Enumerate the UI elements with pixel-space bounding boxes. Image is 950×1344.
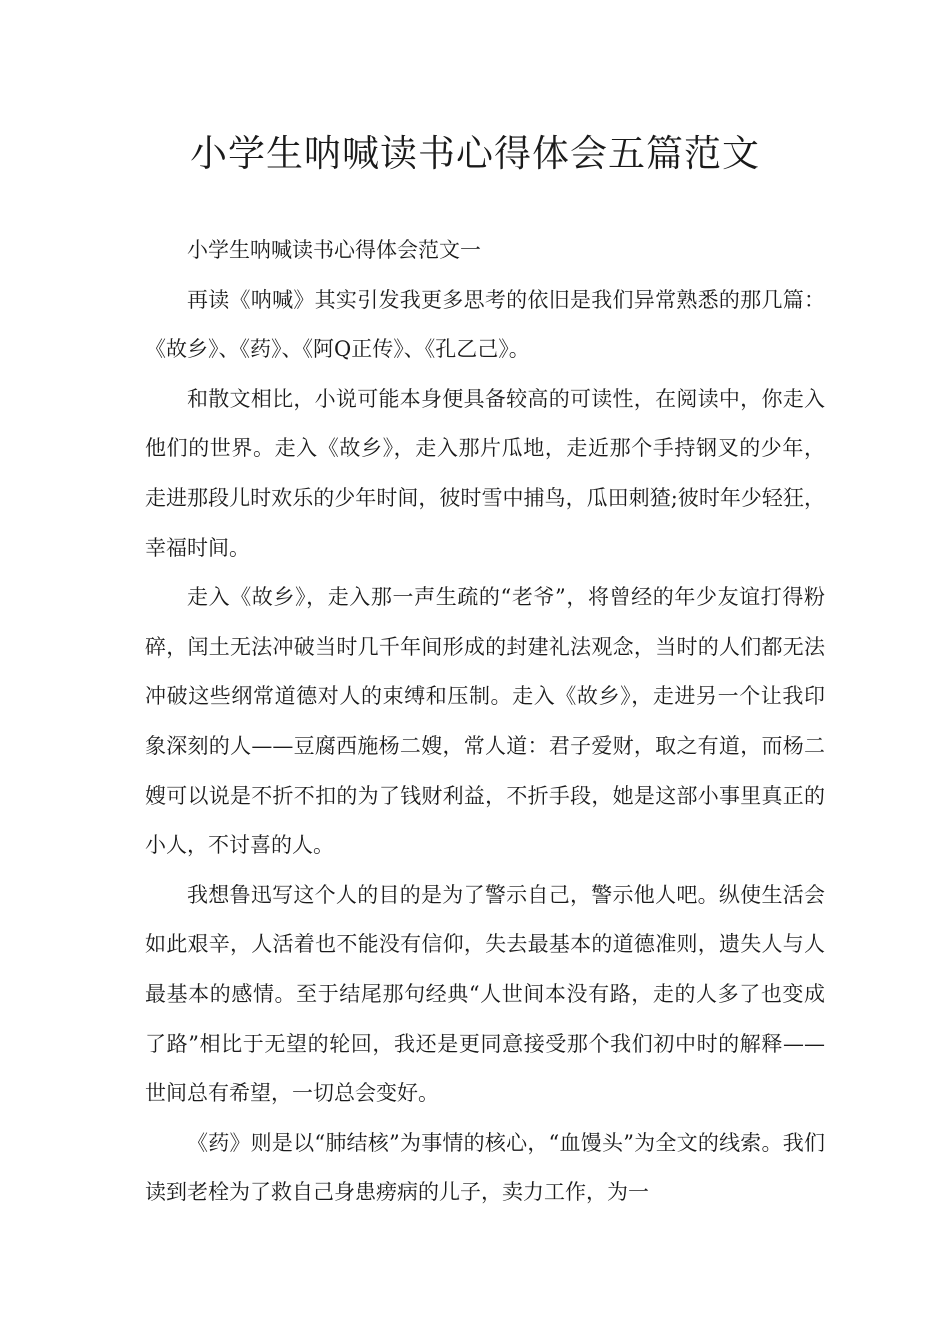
- paragraph-3: 走入《故乡》，走入那一声生疏的“老爷”，将曾经的年少友谊打得粉碎，闰土无法冲破当时几千年间形成的封建礼法观念，当时的人们都无法冲破这些纲常道德对人的束缚和压制。走入《故乡》，走进另一个让我印象深刻的人——豆腐西施杨二嫂，常人道：君子爱财，取之有道，而杨二嫂可以说是不折不扣的为了钱财利益，不折手段，她是这部小事里真正的小人，不讨喜的人。: [145, 585, 825, 858]
- section-heading: 小学生呐喊读书心得体会范文一: [187, 238, 481, 262]
- paragraph-5: 《药》则是以“肺结核”为事情的核心，“血馒头”为全文的线索。我们读到老栓为了救自己身患痨病的儿子，卖力工作，为一: [145, 1130, 825, 1205]
- paragraph-4: 我想鲁迅写这个人的目的是为了警示自己，警示他人吧。纵使生活会如此艰辛，人活着也不能没有信仰，失去最基本的道德准则，遗失人与人最基本的感情。至于结尾那句经典“人世间本没有路，走的人多了也变成了路”相比于无望的轮回，我还是更同意接受那个我们初中时的解释——世间总有希望，一切总会变好。: [145, 882, 825, 1106]
- paragraph-1: 再读《呐喊》其实引发我更多思考的依旧是我们异常熟悉的那几篇：《故乡》、《药》、《阿Q正传》、《孔乙己》。: [145, 287, 825, 362]
- document-title: 小学生呐喊读书心得体会五篇范文: [190, 132, 760, 175]
- document-body: [145, 226, 825, 1218]
- paragraph-2: 和散文相比，小说可能本身便具备较高的可读性，在阅读中，你走入他们的世界。走入《故乡》，走入那片瓜地，走近那个手持钢叉的少年，走进那段儿时欢乐的少年时间，彼时雪中捕鸟，瓜田刺猹;彼时年少轻狂，幸福时间。: [145, 386, 825, 560]
